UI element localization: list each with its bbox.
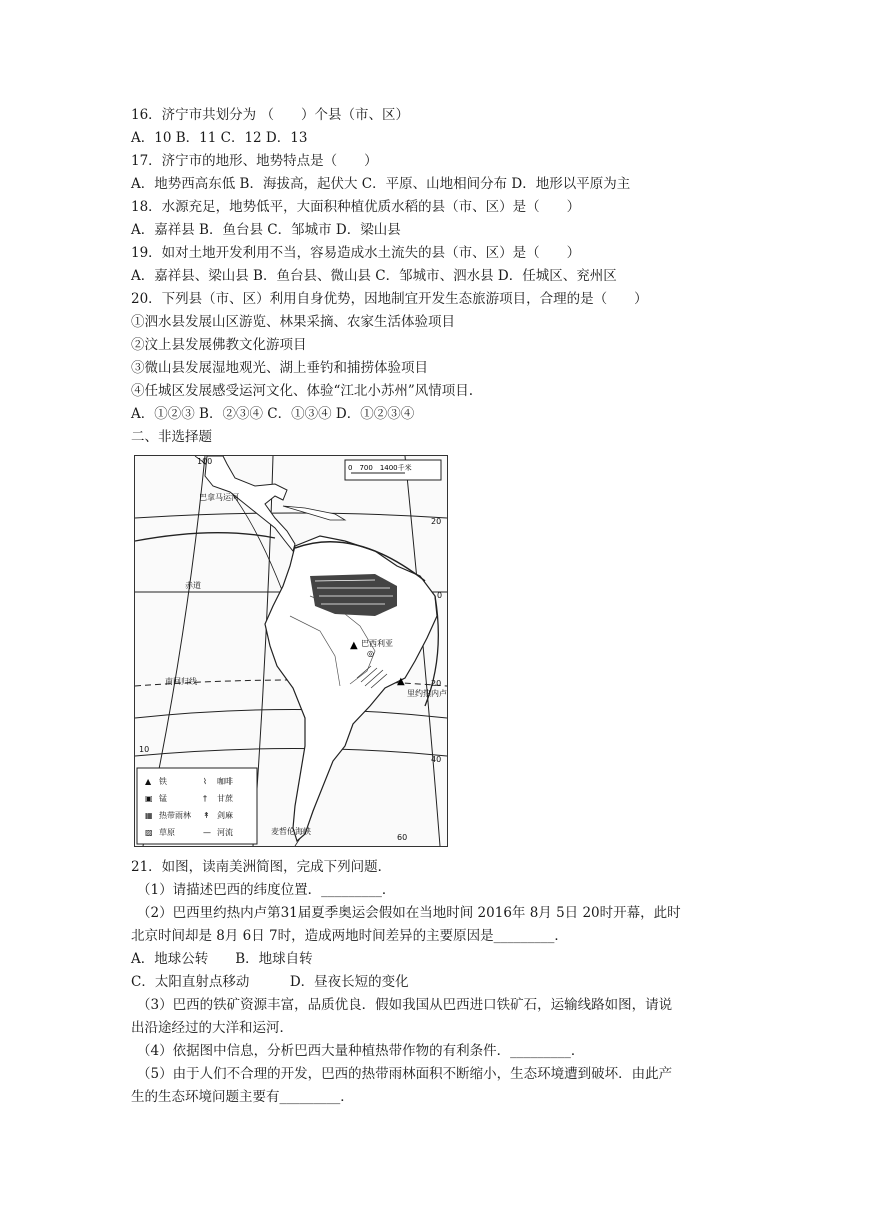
q16-options: A．10 B．11 C．12 D．13 [131,130,308,146]
q20-stem: 20．下列县（市、区）利用自身优势，因地制宜开发生态旅游项目，合理的是（ ） [131,291,648,307]
q20-item-1: ①泗水县发展山区游览、林果采摘、农家生活体验项目 [131,314,455,330]
label-lat0: 0 [437,591,443,600]
label-lon60: 60 [397,833,408,842]
q21-part2-option-cd: C．太阳直射点移动 D．昼夜长短的变化 [131,974,409,990]
q17-options: A．地势西高东低 B．海拔高，起伏大 C．平原、山地相间分布 D．地形以平原为主 [131,176,631,192]
q20-item-4: ④任城区发展感受运河文化、体验“江北小苏州”风情项目. [131,383,474,399]
legend-symbol: ▨ [145,828,153,837]
q21-stem: 21．如图，读南美洲简图，完成下列问题． [131,859,392,875]
q21-part1: （1）请描述巴西的纬度位置．_________． [137,882,396,898]
label-magellan: 麦哲伦海峡 [271,827,311,836]
legend-label: 咖啡 [217,777,233,786]
q18-options: A．嘉祥县 B．鱼台县 C．邹城市 D．梁山县 [131,222,401,238]
map-graphic [135,456,447,846]
q20-item-2: ②汶上县发展佛教文化游项目 [131,337,307,353]
lat-20s-line [135,710,447,719]
legend-label: 锰 [159,794,167,803]
capital-dot: ◎ [367,649,374,658]
legend-label: 剑麻 [217,811,233,820]
iron-symbol-2: ▲ [397,676,405,687]
label-equator: 赤道 [185,581,201,590]
map-scale-text: 0 700 1400千米 [348,464,412,472]
q20-options: A．①②③ B．②③④ C．①③④ D．①②③④ [131,406,415,422]
q17-stem: 17．济宁市的地形、地势特点是（ ） [131,153,378,169]
lat-20n-line [135,513,447,518]
legend-label: 甘蔗 [217,794,233,803]
lat-40-line [135,749,447,757]
legend-symbol: ▣ [145,794,153,803]
q21-part2-option-ab: A．地球公转 B．地球自转 [131,951,313,967]
q21-part4: （4）依据图中信息，分析巴西大量种植热带作物的有利条件．_________． [137,1043,585,1059]
legend-symbol: ⌇ [203,777,207,786]
legend-symbol: ▲ [145,777,152,786]
legend-symbol: ▦ [145,811,153,820]
q21-part3-line2: 出沿途经过的大洋和运河． [131,1020,293,1036]
section-heading: 二、非选择题 [131,429,212,445]
label-lat20n: 20 [431,517,442,526]
q21-part5-line1: （5）由于人们不合理的开发，巴西的热带雨林面积不断缩小，生态环境遭到破坏．由此产 [137,1066,673,1082]
north-america-outline [205,456,295,551]
q19-options: A．嘉祥县、梁山县 B．鱼台县、微山县 C．邹城市、泗水县 D．任城区、兖州区 [131,268,617,284]
label-lon10: 10 [139,745,150,754]
q21-part2-line1: （2）巴西里约热内卢第31届夏季奥运会假如在当地时间 2016年 8月 5日 20时开幕，此时 [137,905,681,921]
legend-label: 河流 [217,828,233,837]
legend-symbol: — [203,828,211,837]
iron-symbol-1: ▲ [350,640,358,651]
q21-part5-line2: 生的生态环境问题主要有_________． [131,1089,354,1105]
legend-label: 铁 [159,777,167,786]
label-panama: 巴拿马运河 [199,493,239,502]
label-lon100: 100 [197,457,213,466]
label-tropic: 南回归线 [165,677,197,686]
legend-symbol: † [203,794,207,803]
q18-stem: 18．水源充足，地势低平，大面积种植优质水稻的县（市、区）是（ ） [131,199,581,215]
legend-label: 热带雨林 [159,811,191,820]
label-rio: 里约热内卢 [407,689,447,698]
label-brasilia: 巴西利亚 [361,639,393,648]
label-lat20s: 20 [431,679,442,688]
q16-stem: 16．济宁市共划分为 （ ）个县（市、区） [131,107,409,123]
q21-part2-line2: 北京时间却是 8月 6日 7时，造成两地时间差异的主要原因是_________． [131,928,568,944]
label-lat40: 40 [431,755,442,764]
q19-stem: 19．如对土地开发利用不当，容易造成水土流失的县（市、区）是（ ） [131,245,581,261]
q20-item-3: ③微山县发展湿地观光、湖上垂钓和捕捞体验项目 [131,360,428,376]
legend-label: 草原 [159,828,175,837]
q21-part3-line1: （3）巴西的铁矿资源丰富，品质优良．假如我国从巴西进口铁矿石，运输线路如图，请说 [137,997,673,1013]
south-america-map [134,455,448,847]
map-legend [137,768,257,844]
legend-symbol: ↟ [203,811,210,820]
